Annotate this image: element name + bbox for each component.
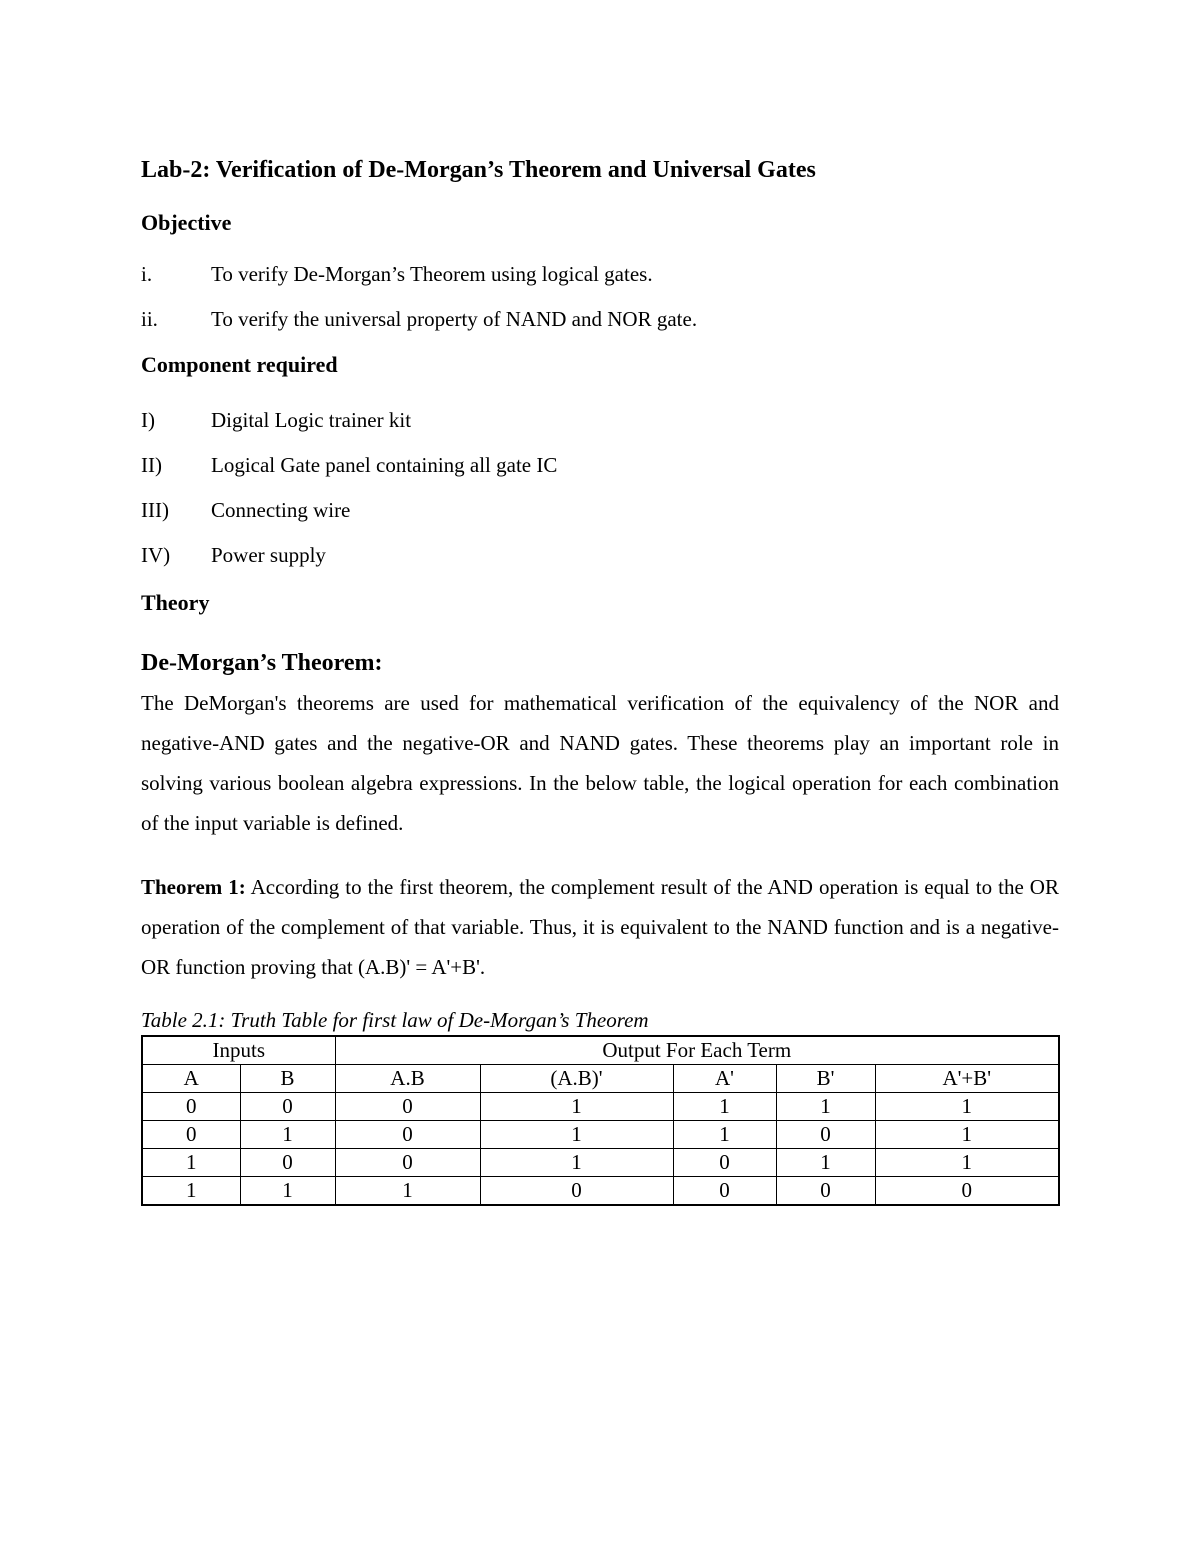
table-cell: 0 bbox=[875, 1177, 1059, 1206]
column-header: B' bbox=[776, 1065, 875, 1093]
table-cell: 0 bbox=[240, 1149, 335, 1177]
table-cell: 1 bbox=[480, 1149, 673, 1177]
table-cell: 1 bbox=[480, 1121, 673, 1149]
theorem1-text: According to the first theorem, the complement result of the AND operation is equal to the OR operation of the complement of that variable. Thus, it is equivalent to the NAND function and is a negative-OR function proving that (A.B)' = A'+B'. bbox=[141, 875, 1059, 979]
theory-heading: Theory bbox=[141, 590, 210, 615]
table-cell: 1 bbox=[142, 1177, 240, 1206]
list-text: Logical Gate panel containing all gate IC bbox=[211, 453, 558, 477]
list-text: Power supply bbox=[211, 543, 326, 567]
outputs-group-header: Output For Each Term bbox=[335, 1036, 1059, 1065]
table-cell: 1 bbox=[776, 1093, 875, 1121]
document-page bbox=[141, 150, 1059, 1206]
list-marker: II) bbox=[141, 453, 162, 477]
table-group-header-row bbox=[142, 1036, 1059, 1065]
list-text: Connecting wire bbox=[211, 498, 351, 522]
column-header: A.B bbox=[335, 1065, 480, 1093]
list-marker: ii. bbox=[141, 307, 158, 331]
list-marker: IV) bbox=[141, 543, 171, 567]
table-cell: 1 bbox=[142, 1149, 240, 1177]
table-cell: 1 bbox=[673, 1093, 776, 1121]
components-list bbox=[141, 405, 1059, 570]
table-cell: 0 bbox=[335, 1093, 480, 1121]
table-caption: Table 2.1: Truth Table for first law of De-Morgan’s Theorem bbox=[141, 1008, 649, 1032]
table-cell: 0 bbox=[776, 1177, 875, 1206]
column-header: (A.B)' bbox=[480, 1065, 673, 1093]
objective-heading: Objective bbox=[141, 210, 232, 235]
list-text: To verify De-Morgan’s Theorem using logical gates. bbox=[211, 262, 653, 286]
table-row bbox=[142, 1177, 1059, 1206]
truth-table bbox=[141, 1035, 1060, 1206]
list-item bbox=[141, 450, 1059, 480]
table-cell: 1 bbox=[875, 1121, 1059, 1149]
table-row bbox=[142, 1121, 1059, 1149]
theorem1-label: Theorem 1: bbox=[141, 875, 246, 899]
column-header: A' bbox=[673, 1065, 776, 1093]
column-header: A'+B' bbox=[875, 1065, 1059, 1093]
column-header: A bbox=[142, 1065, 240, 1093]
demorgan-subheading: De-Morgan’s Theorem: bbox=[141, 650, 383, 676]
list-marker: III) bbox=[141, 498, 169, 522]
table-cell: 1 bbox=[240, 1177, 335, 1206]
theory-intro-paragraph: The DeMorgan's theorems are used for mathematical verification of the equivalency of the NOR and negative-AND gates and the negative-OR and NAND gates. These theorems play an important role in solving various boolean algebra expressions. In the below table, the logical operation for each combination of the input variable is defined. bbox=[141, 691, 1059, 835]
objective-list bbox=[141, 259, 1059, 334]
table-cell: 0 bbox=[240, 1093, 335, 1121]
list-item bbox=[141, 495, 1059, 525]
table-cell: 1 bbox=[875, 1093, 1059, 1121]
table-cell: 0 bbox=[673, 1149, 776, 1177]
table-cell: 0 bbox=[480, 1177, 673, 1206]
table-cell: 1 bbox=[480, 1093, 673, 1121]
list-item bbox=[141, 304, 1059, 334]
table-cell: 1 bbox=[240, 1121, 335, 1149]
table-row bbox=[142, 1093, 1059, 1121]
table-row bbox=[142, 1149, 1059, 1177]
table-cell: 0 bbox=[142, 1121, 240, 1149]
table-cell: 0 bbox=[142, 1093, 240, 1121]
list-item bbox=[141, 540, 1059, 570]
table-cell: 0 bbox=[776, 1121, 875, 1149]
list-marker: I) bbox=[141, 408, 155, 432]
list-item bbox=[141, 405, 1059, 435]
table-cell: 0 bbox=[335, 1121, 480, 1149]
table-cell: 1 bbox=[673, 1121, 776, 1149]
table-cell: 0 bbox=[673, 1177, 776, 1206]
inputs-group-header: Inputs bbox=[142, 1036, 335, 1065]
list-marker: i. bbox=[141, 262, 153, 286]
table-cell: 1 bbox=[875, 1149, 1059, 1177]
column-header: B bbox=[240, 1065, 335, 1093]
components-heading: Component required bbox=[141, 352, 338, 377]
table-cell: 0 bbox=[335, 1149, 480, 1177]
list-item bbox=[141, 259, 1059, 289]
table-cell: 1 bbox=[776, 1149, 875, 1177]
table-cell: 1 bbox=[335, 1177, 480, 1206]
page-title: Lab-2: Verification of De-Morgan’s Theorem and Universal Gates bbox=[141, 157, 816, 183]
list-text: Digital Logic trainer kit bbox=[211, 408, 412, 432]
theorem1-paragraph bbox=[141, 867, 1059, 987]
table-column-header-row bbox=[142, 1065, 1059, 1093]
list-text: To verify the universal property of NAND and NOR gate. bbox=[211, 307, 698, 331]
